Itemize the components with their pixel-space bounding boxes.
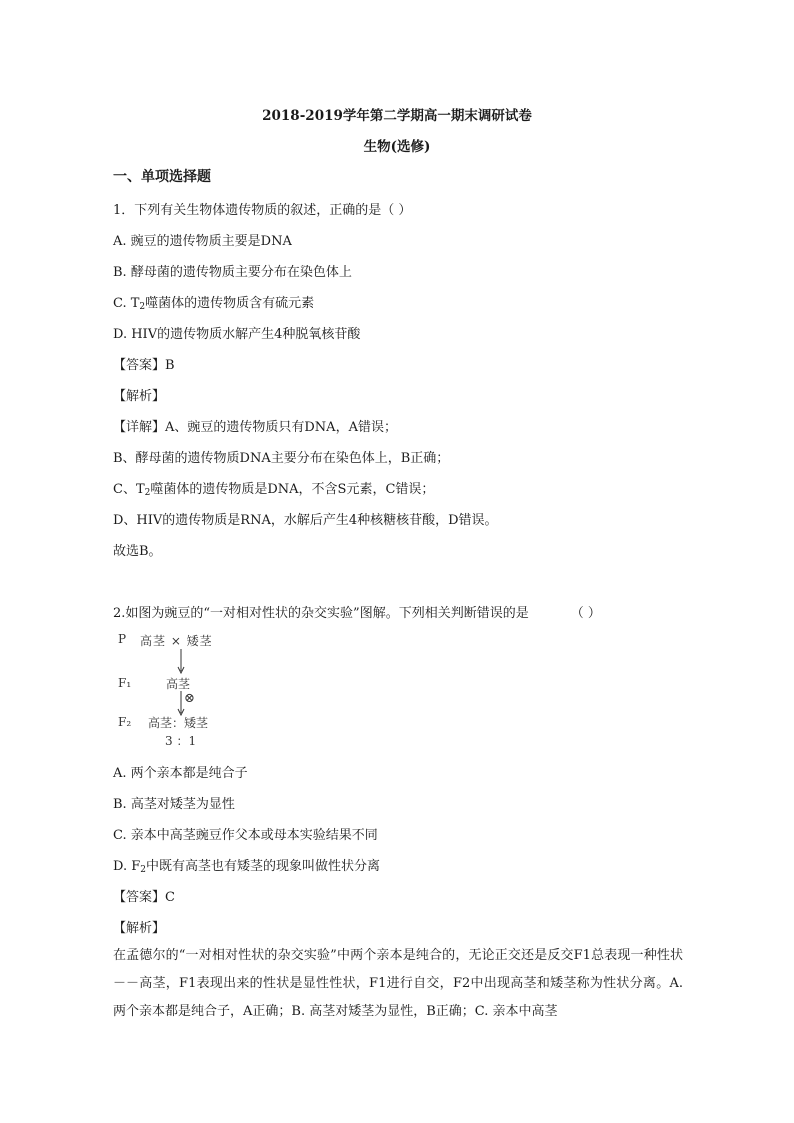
diagram-f2-label: F₂ xyxy=(118,715,132,729)
q1-option-d: D. HIV的遗传物质水解产生4种脱氧核苷酸 xyxy=(113,327,361,342)
q1-detail-4: D、HIV的遗传物质是RNA，水解后产生4种核糖核苷酸，D错误。 xyxy=(113,513,498,528)
q2-stem-paren: （ ） xyxy=(570,606,601,621)
selfing-symbol: ⊗ xyxy=(184,691,195,706)
diagram-f2-text: 高茎：矮茎 xyxy=(148,716,209,730)
diagram-p-text: 高茎 × 矮茎 xyxy=(140,634,213,648)
cross-diagram xyxy=(118,630,238,746)
q1-conclusion: 故选B。 xyxy=(113,544,162,559)
q2-option-d: D. $F_2$中既有高茎也有矮茎的现象叫做性状分离 xyxy=(113,859,380,875)
diagram-p-label: P xyxy=(118,632,127,646)
diagram-f1-text: 高茎 xyxy=(166,677,191,691)
q1-detail-2: B、酵母菌的遗传物质DNA主要分布在染色体上，B正确； xyxy=(113,451,450,466)
q2-option-c: C. 亲本中高茎豌豆作父本或母本实验结果不同 xyxy=(113,828,378,843)
section-heading: 一、单项选择题 xyxy=(113,169,211,185)
diagram-ratio: 3 ：1 xyxy=(165,734,197,748)
q1-option-a: A. 豌豆的遗传物质主要是DNA xyxy=(113,234,292,249)
q1-option-c: C. $T_2$噬菌体的遗传物质含有硫元素 xyxy=(113,296,315,312)
q1-answer: 【答案】B xyxy=(113,358,175,373)
q2-option-a: A. 两个亲本都是纯合子 xyxy=(113,766,248,781)
q2-analysis-text: 在孟德尔的“一对相对性状的杂交实验”中两个亲本是纯合的，无论正交还是反交F1总表现一种性状－－高茎，F1表现出来的性状是显性性状，F1进行自交，F2中出现高茎和矮茎称为性状分离。A. 两个亲本都是纯合子，A正确；B. 高茎对矮茎为显性，B正确；C. 亲本中高茎 xyxy=(113,948,683,1019)
q2-option-b: B. 高茎对矮茎为显性 xyxy=(113,797,235,812)
q2-analysis-label: 【解析】 xyxy=(113,921,166,936)
page-title: 2018-2019学年第二学期高一期末调研试卷 xyxy=(262,108,532,124)
q2-answer: 【答案】C xyxy=(113,890,175,905)
q1-detail-1: 【详解】A、豌豆的遗传物质只有DNA，A错误； xyxy=(113,420,397,435)
q1-option-b: B. 酵母菌的遗传物质主要分布在染色体上 xyxy=(113,265,352,280)
q1-analysis-label: 【解析】 xyxy=(113,389,166,404)
q2-stem: 2.如图为豌豆的“一对相对性状的杂交实验”图解。下列相关判断错误的是 （ ） xyxy=(113,606,601,621)
diagram-f1-label: F₁ xyxy=(118,676,132,690)
q1-stem: 1．下列有关生物体遗传物质的叙述，正确的是（ ） xyxy=(113,203,412,218)
diagram-arrow-1 xyxy=(176,649,186,675)
page-subtitle: 生物(选修) xyxy=(363,139,431,155)
q1-detail-3: C、$T_2$噬菌体的遗传物质是DNA，不含S元素，C错误； xyxy=(113,482,435,498)
